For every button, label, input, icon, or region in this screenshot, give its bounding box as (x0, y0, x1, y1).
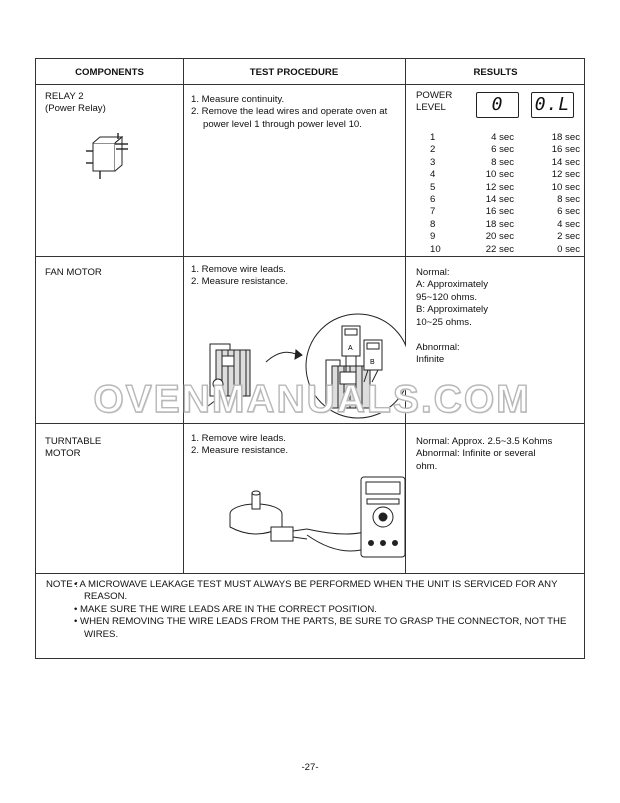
table-row: 9 20 sec 2 sec (430, 231, 580, 243)
fan-motor-name: FAN MOTOR (45, 267, 102, 278)
table-row: 10 22 sec 0 sec (430, 243, 580, 255)
turntable-motor-name: TURNTABLE MOTOR (45, 436, 102, 460)
table-row: 5 12 sec 10 sec (430, 181, 580, 193)
table-row: 6 14 sec 8 sec (430, 193, 580, 205)
display-reading-zero: 0 (476, 92, 519, 118)
display-reading-open: 0.L (531, 92, 574, 118)
turntable-result: Normal: Approx. 2.5~3.5 Kohms Abnormal: Infinite or several ohm. (416, 436, 553, 472)
row-divider-turntable (36, 573, 584, 574)
table-row: 3 8 sec 14 sec (430, 156, 580, 168)
fan-result: Normal: A: Approximately 95~120 ohms. B: Approximately 10~25 ohms. Abnormal: Infinite (416, 267, 488, 366)
table-row: 1 4 sec 18 sec (430, 132, 580, 143)
table-row: 4 10 sec 12 sec (430, 169, 580, 181)
table-row: 2 6 sec 16 sec (430, 144, 580, 156)
fan-procedure (191, 264, 401, 289)
note-label: NOTE : (46, 579, 78, 590)
meter-label-b: B (370, 359, 375, 366)
header-results: RESULTS (473, 67, 518, 78)
header-test-procedure: TEST PROCEDURE (249, 67, 339, 78)
row-divider-relay (36, 256, 584, 257)
fan-step-1: 1. Remove wire leads. (191, 264, 286, 275)
turntable-motor-diagram (211, 469, 411, 569)
fan-step-2: 2. Measure resistance. (191, 276, 289, 288)
meter-label-a: A (348, 345, 353, 352)
relay-name: RELAY 2 (Power Relay) (45, 91, 106, 115)
page-number: -27- (301, 762, 319, 773)
power-level-label: POWER LEVEL (416, 90, 453, 114)
turntable-step-2: 2. Measure resistance. (191, 445, 289, 457)
col-divider-1 (183, 59, 184, 573)
relay-procedure (191, 94, 401, 131)
test-table (35, 58, 585, 659)
relay-step-1: 1. Measure continuity. (191, 94, 285, 105)
relay-diagram (80, 131, 140, 186)
watermark: OVENMANUALS.COM (93, 378, 531, 421)
turntable-step-1: 1. Remove wire leads. (191, 433, 286, 444)
note-item: • WHEN REMOVING THE WIRE LEADS FROM THE PARTS, BE SURE TO GRASP THE CONNECTOR, NOT THE WIRES. (74, 616, 567, 640)
relay-step-2: 2. Remove the lead wires and operate oven at power level 1 through power level 10. (191, 106, 388, 130)
turntable-procedure (191, 433, 401, 458)
note-item: • MAKE SURE THE WIRE LEADS ARE IN THE CORRECT POSITION. (74, 603, 377, 615)
header-components: COMPONENTS (75, 67, 144, 78)
power-level-table (430, 132, 580, 256)
note-item: • A MICROWAVE LEAKAGE TEST MUST ALWAYS BE PERFORMED WHEN THE UNIT IS SERVICED FOR ANY REASON. (74, 579, 558, 603)
table-row: 8 18 sec 4 sec (430, 218, 580, 230)
table-row: 7 16 sec 6 sec (430, 206, 580, 218)
note-list (74, 579, 579, 641)
header-divider (36, 84, 584, 85)
